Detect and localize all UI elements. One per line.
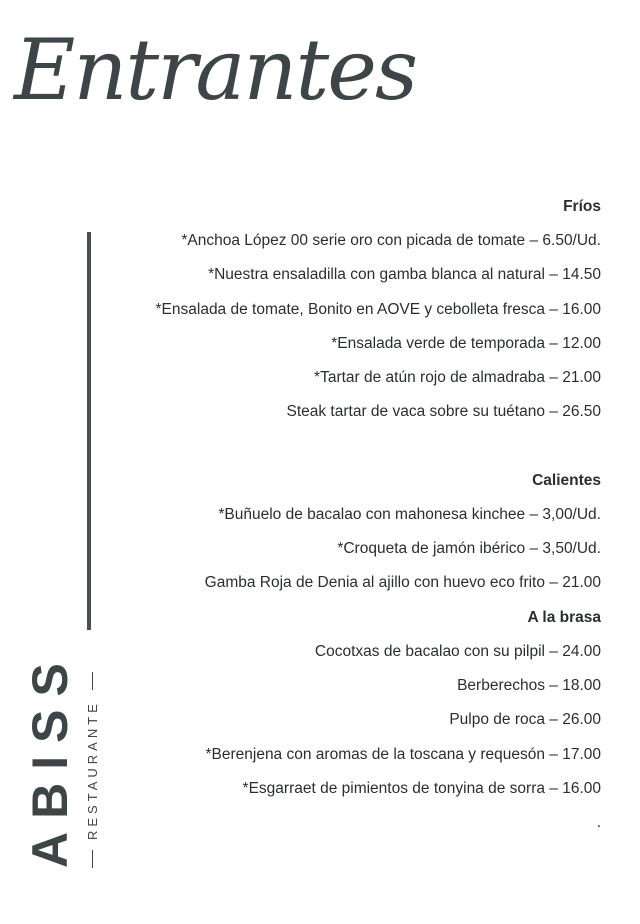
menu-item: Pulpo de roca – 26.00 — [449, 711, 601, 729]
menu-item: Gamba Roja de Denia al ajillo con huevo eco frito – 21.00 — [204, 574, 601, 592]
brand-subtitle-group — [85, 658, 100, 868]
menu-list — [81, 190, 601, 840]
menu-item: *Buñuelo de bacalao con mahonesa kinchee – 3,00/Ud. — [218, 505, 601, 523]
trailing-dot: . — [596, 814, 601, 832]
section-title-brasa: A la brasa — [527, 608, 601, 626]
brand-rule-right — [92, 672, 93, 690]
menu-item: *Anchoa López 00 serie oro con picada de tomate – 6.50/Ud. — [181, 232, 601, 249]
menu-item: *Ensalada de tomate, Bonito en AOVE y cebolleta fresca – 16.00 — [155, 300, 601, 318]
menu-item: *Croqueta de jamón ibérico – 3,50/Ud. — [337, 540, 601, 558]
menu-item: Berberechos – 18.00 — [457, 676, 601, 694]
brand-subtitle: RESTAURANTE — [85, 700, 100, 840]
page-title: Entrantes — [14, 21, 417, 119]
brand-logo — [22, 650, 100, 868]
menu-item: *Berenjena con aromas de la toscana y requesón – 17.00 — [205, 745, 601, 763]
menu-item: *Nuestra ensaladilla con gamba blanca al natural – 14.50 — [208, 266, 601, 284]
brand-rule-left — [92, 850, 93, 868]
section-title-frios: Fríos — [563, 198, 601, 215]
brand-name: ABISS — [22, 650, 78, 868]
section-title-calientes: Calientes — [532, 471, 601, 489]
menu-item: *Ensalada verde de temporada – 12.00 — [331, 334, 601, 352]
menu-item: Steak tartar de vaca sobre su tuétano – 26.50 — [286, 403, 601, 421]
menu-item: *Tartar de atún rojo de almadraba – 21.00 — [314, 369, 601, 387]
menu-item: *Esgarraet de pimientos de tonyina de sorra – 16.00 — [242, 779, 601, 797]
menu-item: Cocotxas de bacalao con su pilpil – 24.00 — [314, 642, 601, 660]
